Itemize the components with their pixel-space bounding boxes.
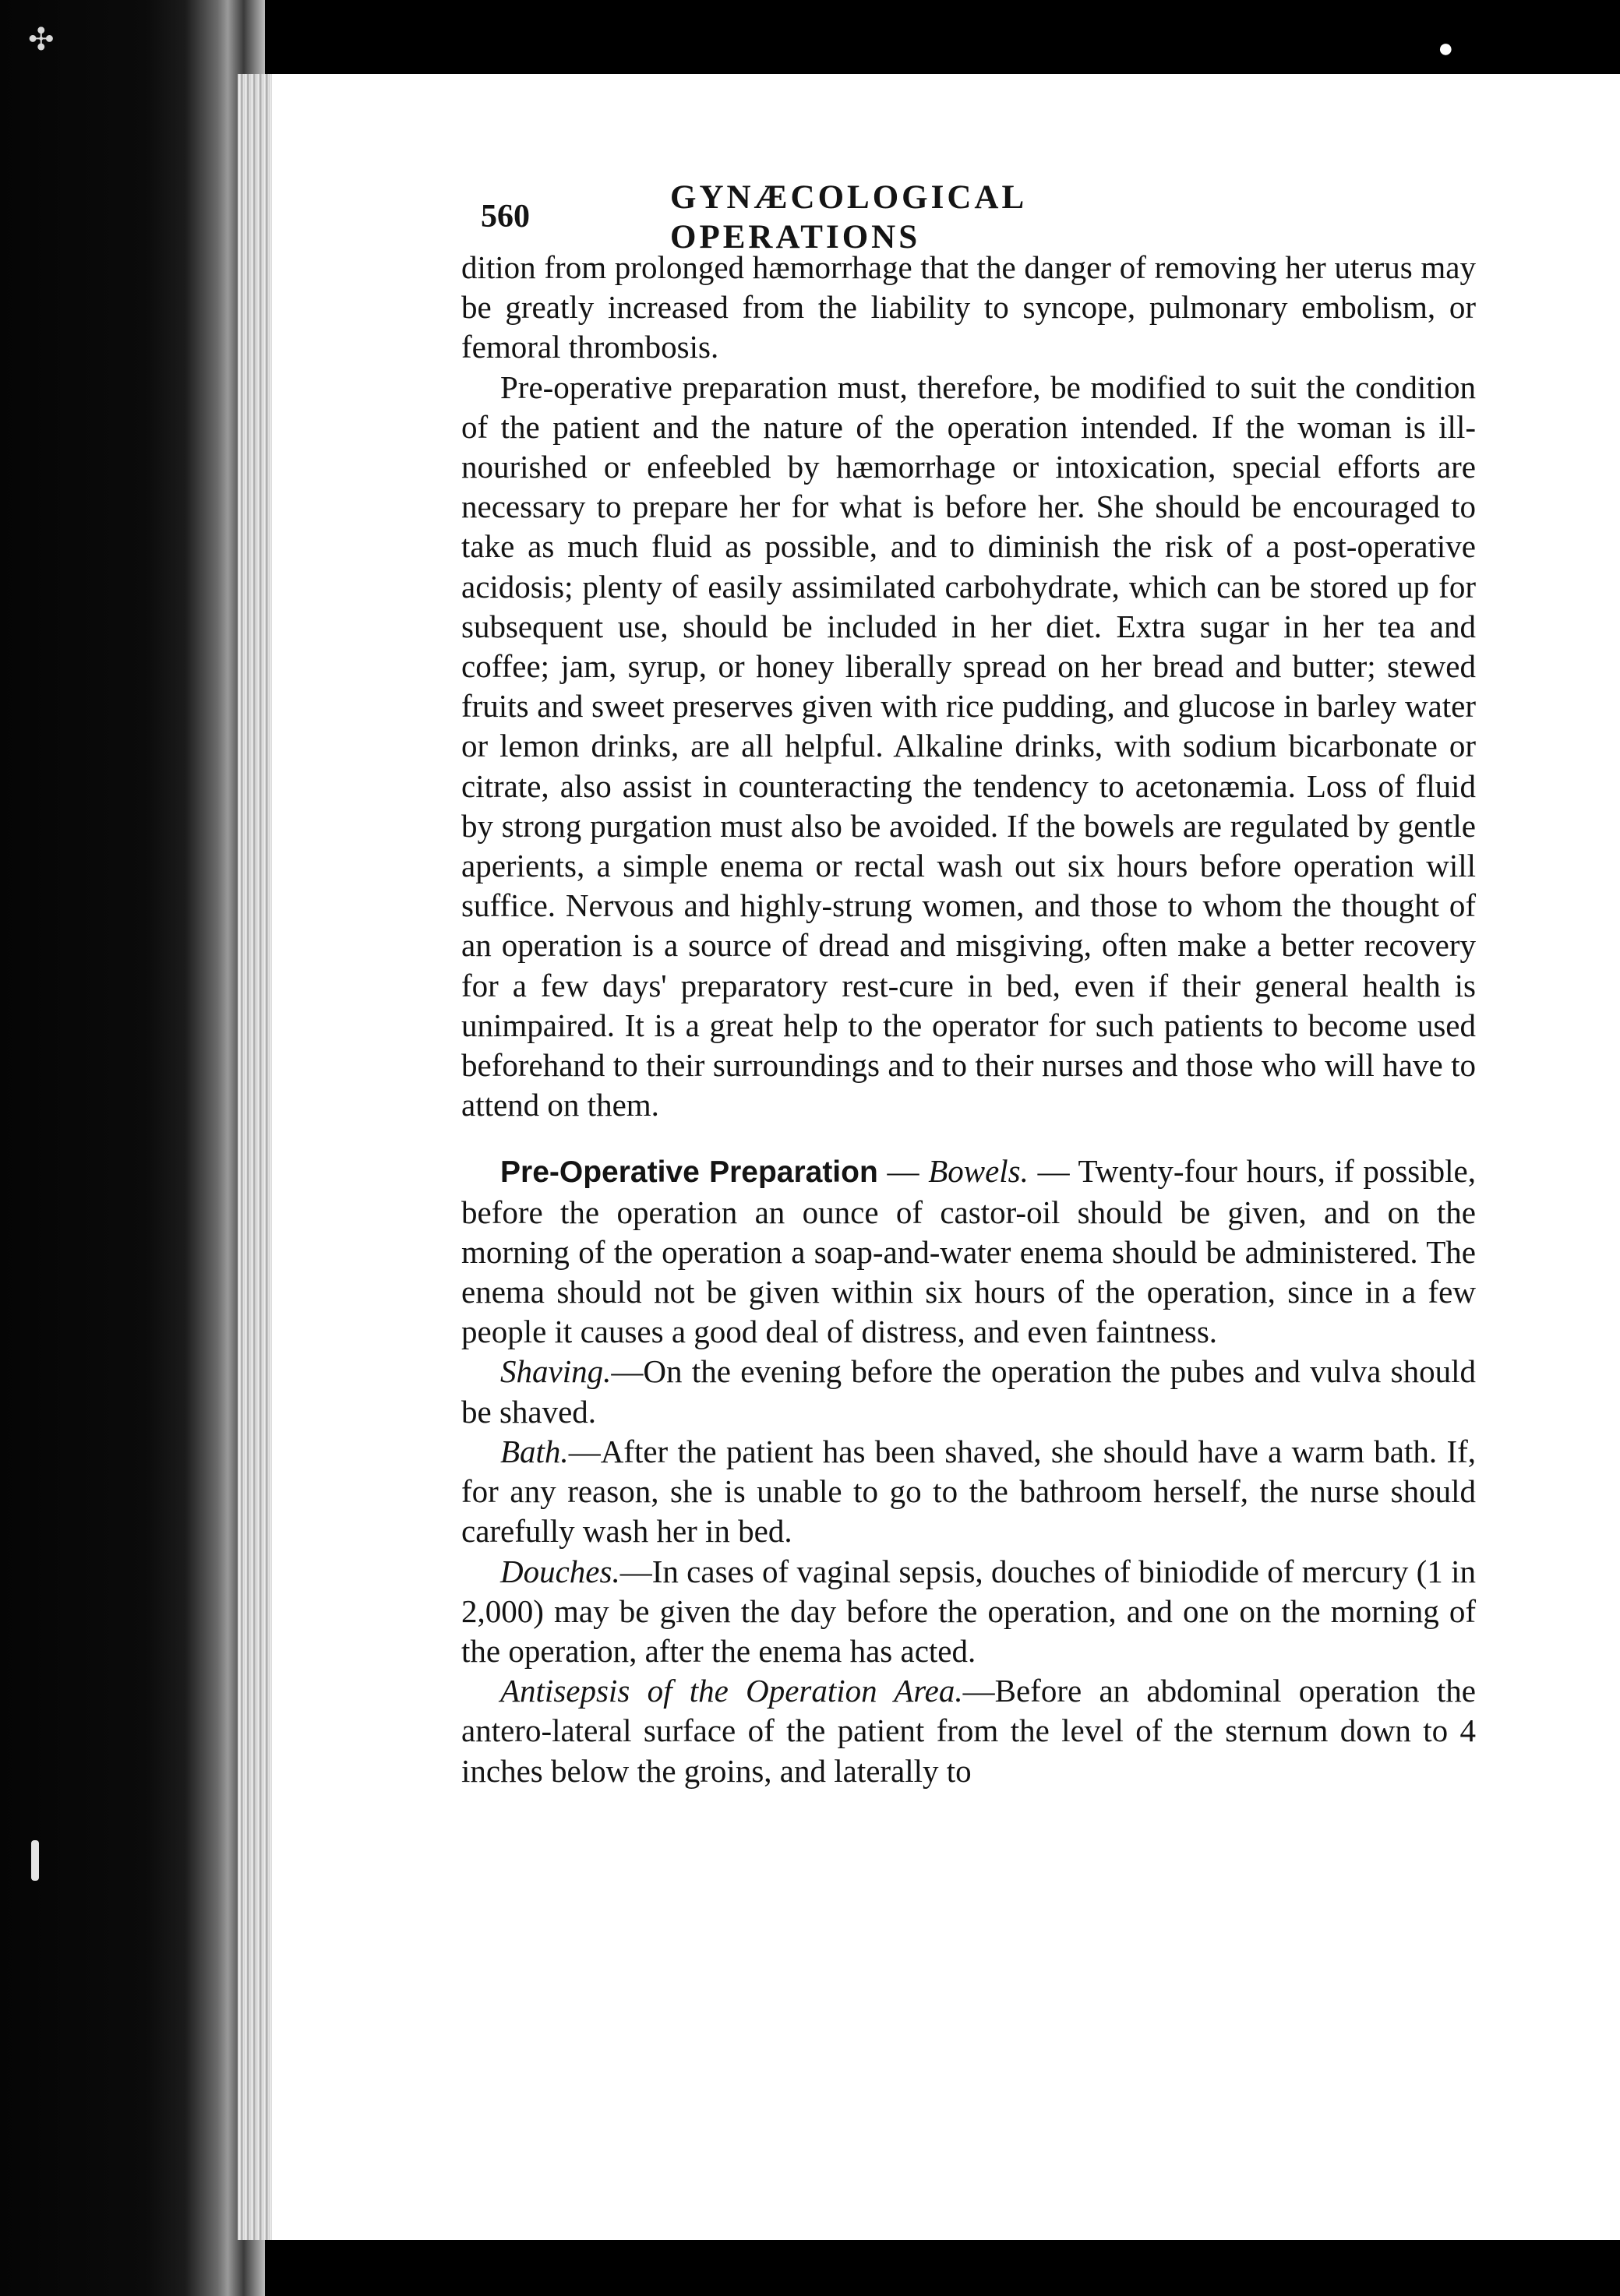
heading-dash: — <box>877 1153 929 1190</box>
antisepsis-paragraph <box>461 1671 1476 1791</box>
margin-mark <box>31 1840 39 1881</box>
preoperative-paragraph: Pre-operative preparation must, therefore, be modified to suit the condition of the patient and the nature of the operation intended. If the woman is ill-nourished or enfeebled by hæmorrhage or intoxication, special efforts are necessary to prepare her for what is before her. She should be encouraged to take as much fluid as possible, and to diminish the risk of a post-operative acidosis; plenty of easily assimilated carbohydrate, which can be stored up for subsequent use, should be included in her diet. Extra sugar in her tea and coffee; jam, syrup, or honey liberally spread on her bread and butter; stewed fruits and sweet preserves given with rice pudding, and glucose in barley water or lemon drinks, are all helpful. Alkaline drinks, with sodium bicarbonate or citrate, also assist in counteracting the tendency to acetonæmia. Loss of fluid by strong purgation must also be avoided. If the bowels are regulated by gentle aperients, a simple enema or rectal wash out six hours before operation will suffice. Nervous and highly-strung women, and those to whom the thought of an operation is a source of dread and misgiving, often make a better recovery for a few days' preparatory rest-cure in bed, even if their general health is unimpaired. It is a great help to the operator for such patients to become used beforehand to their surroundings and to their nurses and those who will have to attend on them. <box>461 369 1476 1123</box>
douches-text: —In cases of vaginal sepsis, douches of biniodide of mercury (1 in 2,000) may be given the day before the operation, and one on the morning of the operation, after the enema has acted. <box>461 1553 1476 1669</box>
bath-label: Bath. <box>500 1433 569 1469</box>
page-edge-stack <box>238 74 272 2240</box>
book-spine-shadow <box>0 0 265 2296</box>
section-heading: Pre-Operative Preparation <box>500 1155 878 1190</box>
bowels-label: Bowels. <box>928 1153 1029 1190</box>
running-head-title: GYNÆCOLOGICAL OPERATIONS <box>670 178 1028 256</box>
antisepsis-label: Antisepsis of the Operation Area. <box>500 1673 963 1709</box>
douches-label: Douches. <box>500 1553 620 1589</box>
bath-paragraph <box>461 1432 1476 1552</box>
bowels-text: — Twenty-four hours, if possible, before the operation an ounce of castor-oil should be given, and on the morning of the operation a soap-and-water enema should be administered. The enema should not be given within six hours of the operation, since in a few people it causes a good deal of distress, and even faintness. <box>461 1153 1476 1350</box>
corner-blot-icon: ● <box>1438 34 1454 63</box>
douches-paragraph <box>461 1552 1476 1672</box>
antisepsis-text: —Before an abdominal operation the antero-lateral surface of the patient from the level of the sternum down to 4 inches below the groins, and laterally to <box>461 1673 1476 1789</box>
corner-mark-icon: ✣ <box>28 22 55 57</box>
bowels-paragraph <box>461 1152 1476 1352</box>
running-head <box>481 178 1282 256</box>
shaving-label: Shaving. <box>500 1353 612 1390</box>
shaving-text: —On the evening before the operation the pubes and vulva should be shaved. <box>461 1353 1476 1430</box>
shaving-paragraph <box>461 1352 1476 1431</box>
bath-text: —After the patient has been shaved, she should have a warm bath. If, for any reason, she is unable to go to the bathroom herself, the nurse should carefully wash her in bed. <box>461 1433 1476 1550</box>
page-text-block <box>461 178 1476 1791</box>
page-number: 560 <box>481 199 530 235</box>
continuation-paragraph: dition from prolonged hæmorrhage that the danger of removing her uterus may be greatly increased from the liability to syncope, pulmonary embolism, or femoral thrombosis. <box>461 249 1476 365</box>
